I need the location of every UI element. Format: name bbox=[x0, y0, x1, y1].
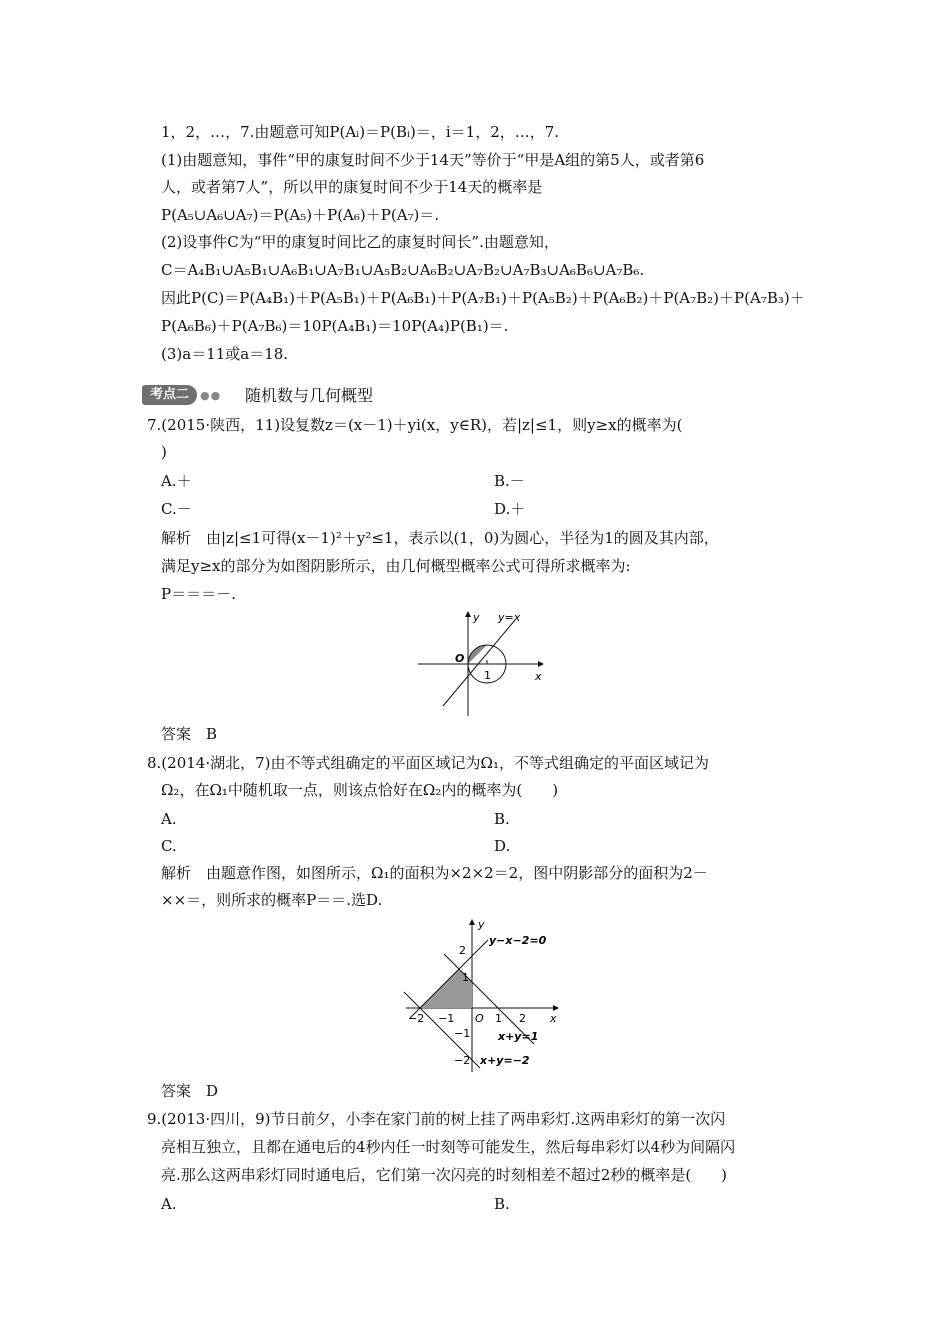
text-line: P(A₅∪A₆∪A₇)＝P(A₅)＋P(A₆)＋P(A₇)＝. bbox=[161, 206, 440, 224]
label-y-1: 1 bbox=[462, 971, 469, 984]
text-line: (1)由题意知，事件“甲的康复时间不少于14天”等价于“甲是A组的第5人，或者第6 bbox=[161, 151, 705, 169]
figure-region-diagram bbox=[400, 914, 570, 1076]
label-y-2: 2 bbox=[459, 944, 466, 957]
label-x-1: 1 bbox=[495, 1012, 502, 1025]
option-b: B. bbox=[494, 1195, 510, 1213]
label-line-1: y−x−2=0 bbox=[489, 934, 547, 947]
label-line-2: x+y=1 bbox=[498, 1030, 539, 1043]
label-one: 1 bbox=[484, 669, 491, 682]
answer-text: 答案 D bbox=[161, 1082, 219, 1100]
text-line: 因此P(C)＝P(A₄B₁)＋P(A₅B₁)＋P(A₆B₁)＋P(A₇B₁)＋P(A₅B₂)＋P(A₆B₂)＋P(A₇B₂)＋P(A₇B₃)＋ bbox=[161, 289, 805, 307]
label-origin: O bbox=[455, 652, 465, 665]
label-y: y bbox=[473, 611, 480, 624]
option-a: A. bbox=[161, 810, 177, 828]
answer-text: 答案 B bbox=[161, 725, 218, 743]
text-line: P(A₆B₆)＋P(A₇B₆)＝10P(A₄B₁)＝10P(A₄)P(B₁)＝. bbox=[161, 317, 509, 335]
line-y-eq-x bbox=[443, 620, 515, 706]
question-9-stem: 9.(2013·四川，9)节日前夕，小李在家门前的树上挂了两串彩灯.这两串彩灯的第一次闪 bbox=[147, 1110, 726, 1128]
option-a: A.＋ bbox=[161, 472, 192, 490]
solution-text: ××＝，则所求的概率P＝＝.选D. bbox=[161, 891, 383, 909]
figure-circle-diagram bbox=[415, 608, 555, 720]
label-y: y bbox=[478, 918, 485, 931]
label-x: x bbox=[535, 670, 542, 683]
label-x-2: 2 bbox=[519, 1012, 526, 1025]
label-x-minus-2: −2 bbox=[408, 1012, 425, 1025]
solution-text: 解析 由题意作图，如图所示，Ω₁的面积为×2×2＝2，图中阴影部分的面积为2－ bbox=[161, 864, 708, 882]
option-c: C. bbox=[161, 837, 177, 855]
label-x-minus-1: −1 bbox=[438, 1012, 455, 1025]
text-line: 人，或者第7人”，所以甲的康复时间不少于14天的概率是 bbox=[161, 178, 543, 196]
question-7-stem: ) bbox=[161, 443, 167, 461]
text-line: 1，2，…，7.由题意可知P(Aᵢ)＝P(Bᵢ)＝，i＝1，2，…，7. bbox=[161, 123, 560, 141]
section-badge-dots: ●● bbox=[200, 388, 222, 402]
option-a: A. bbox=[161, 1195, 177, 1213]
label-y-minus-1: −1 bbox=[454, 1027, 471, 1040]
solution-text: 解析 由|z|≤1可得(x－1)²＋y²≤1，表示以(1，0)为圆心，半径为1的圆及其内部， bbox=[161, 529, 719, 547]
option-b: B. bbox=[494, 810, 510, 828]
label-line-3: x+y=−2 bbox=[480, 1054, 530, 1067]
text-line: (2)设事件C为“甲的康复时间比乙的康复时间长”.由题意知， bbox=[161, 233, 559, 251]
question-9-stem: 亮.那么这两串彩灯同时通电后，它们第一次闪亮的时刻相差不超过2秒的概率是( ) bbox=[161, 1166, 728, 1184]
option-d: D.＋ bbox=[494, 500, 526, 518]
question-8-stem: 8.(2014·湖北，7)由不等式组确定的平面区域记为Ω₁，不等式组确定的平面区域记为 bbox=[147, 754, 709, 772]
option-d: D. bbox=[494, 837, 511, 855]
label-y-minus-2: −2 bbox=[454, 1054, 471, 1067]
section-badge bbox=[142, 385, 221, 405]
text-line: C＝A₄B₁∪A₅B₁∪A₆B₁∪A₇B₁∪A₅B₂∪A₆B₂∪A₇B₂∪A₇B₃∪A₆B₆∪A₇B₆. bbox=[161, 261, 645, 279]
question-8-stem: Ω₂，在Ω₁中随机取一点，则该点恰好在Ω₂内的概率为( ) bbox=[161, 781, 559, 799]
section-title: 随机数与几何概型 bbox=[245, 386, 374, 405]
option-c: C.－ bbox=[161, 500, 192, 518]
solution-text: P＝＝＝－. bbox=[161, 585, 236, 603]
question-9-stem: 亮相互独立，且都在通电后的4秒内任一时刻等可能发生，然后每串彩灯以4秒为间隔闪 bbox=[161, 1138, 736, 1156]
label-origin: O bbox=[475, 1012, 484, 1025]
solution-text: 满足y≥x的部分为如图阴影所示，由几何概型概率公式可得所求概率为: bbox=[161, 557, 631, 575]
option-b: B.－ bbox=[494, 472, 525, 490]
section-badge-label: 考点二 bbox=[142, 385, 197, 405]
label-line: y=x bbox=[498, 611, 521, 624]
label-x: x bbox=[550, 1012, 557, 1025]
question-7-stem: 7.(2015·陕西，11)设复数z＝(x－1)＋yi(x，y∈R)，若|z|≤1，则y≥x的概率为( bbox=[147, 416, 683, 434]
text-line: (3)a＝11或a＝18. bbox=[161, 345, 289, 363]
